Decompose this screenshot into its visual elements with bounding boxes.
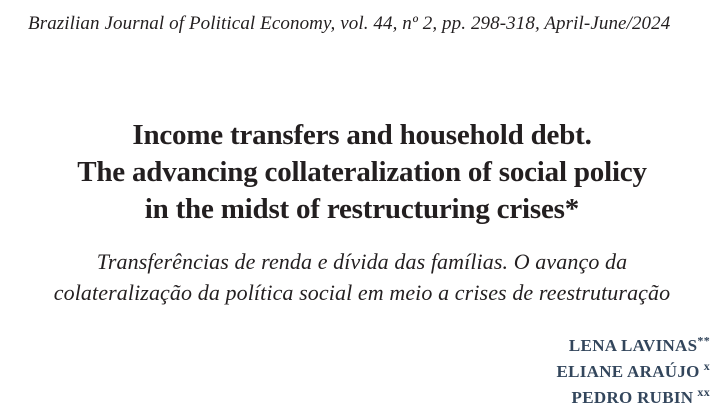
author-row-pedro-rubin — [556, 385, 710, 411]
title-line-3-text: in the midst of restructuring crises — [144, 193, 565, 225]
author-footnote-marker: ** — [697, 333, 710, 348]
author-name: ELIANE ARAÚJO — [556, 362, 700, 381]
author-footnote-marker: x — [703, 359, 710, 374]
portuguese-subtitle — [0, 246, 724, 308]
subtitle-line-1: Transferências de renda e dívida das famílias. O avanço da — [96, 249, 628, 274]
title-footnote-marker: * — [564, 193, 580, 225]
author-name: PEDRO RUBIN — [571, 388, 694, 407]
author-list — [556, 333, 710, 411]
journal-citation: Brazilian Journal of Political Economy, vol. 44, nº 2, pp. 298-318, April-June/2024 — [28, 13, 671, 34]
subtitle-line-2: colateralização da política social em meio a crises de reestruturação — [53, 280, 671, 305]
title-line-2: The advancing collateralization of social policy — [77, 156, 647, 188]
title-line-3 — [0, 191, 724, 228]
title-line-1: Income transfers and household debt. — [132, 119, 592, 151]
author-footnote-marker: xx — [697, 385, 710, 400]
author-row-lena-lavinas — [556, 333, 710, 359]
author-name: LENA LAVINAS — [568, 336, 698, 355]
article-title — [0, 117, 724, 228]
author-row-eliane-araujo — [556, 359, 710, 385]
